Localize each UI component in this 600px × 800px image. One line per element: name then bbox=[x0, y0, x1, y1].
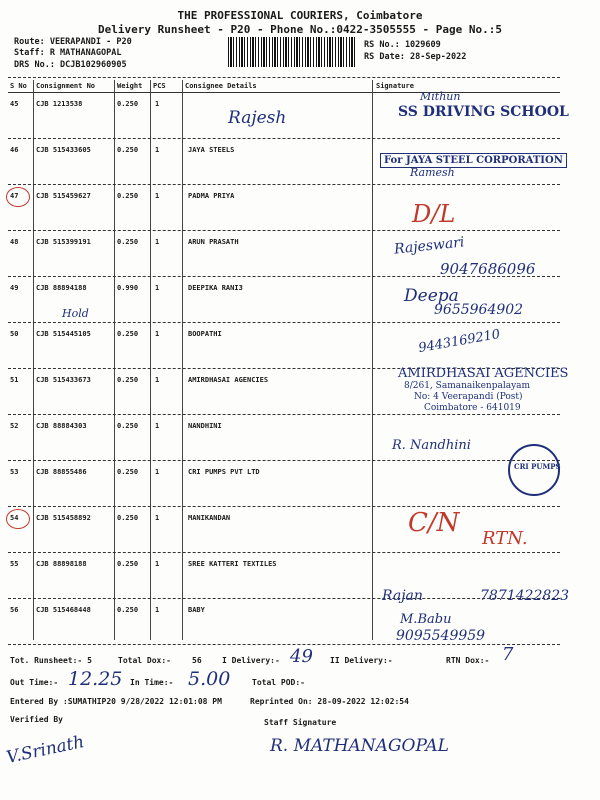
row-pcs: 1 bbox=[155, 284, 160, 292]
row-consignee: NANDHINI bbox=[188, 422, 222, 430]
row-weight: 0.250 bbox=[117, 376, 139, 384]
handwritten-rtn: RTN. bbox=[482, 528, 528, 549]
row-divider bbox=[8, 460, 560, 461]
row-sno: 49 bbox=[10, 284, 19, 292]
col-header-consignment: Consignment No bbox=[36, 82, 96, 90]
tot-runsheet: Tot. Runsheet:- 5 bbox=[10, 656, 92, 665]
reprinted-on: Reprinted On: 28-09-2022 12:02:54 bbox=[250, 697, 409, 706]
stamp-amirdhasai-address: No: 4 Veerapandi (Post) bbox=[414, 392, 523, 402]
row-divider bbox=[8, 184, 560, 185]
table-bottom-rule bbox=[8, 644, 560, 645]
row-weight: 0.250 bbox=[117, 514, 139, 522]
row-divider bbox=[8, 414, 560, 415]
col-divider bbox=[114, 80, 115, 640]
runsheet-subtitle: Delivery Runsheet - P20 - Phone No.:0422-3505555 - Page No.:5 bbox=[98, 23, 502, 36]
row-weight: 0.250 bbox=[117, 422, 139, 430]
verified-by-label: Verified By bbox=[10, 715, 63, 724]
total-dox-label: Total Dox:- bbox=[118, 656, 171, 665]
row-pcs: 1 bbox=[155, 100, 160, 108]
row-consignee: BOOPATHI bbox=[188, 330, 222, 338]
i-delivery-label: I Delivery:- bbox=[222, 656, 280, 665]
stamp-ss-driving-school: SS DRIVING SCHOOL bbox=[398, 104, 569, 120]
staff-label: Staff: R MATHANAGOPAL bbox=[14, 48, 122, 58]
row-consignment: CJB 88884303 bbox=[36, 422, 87, 430]
signature-cn: C/N bbox=[408, 508, 460, 538]
row-weight: 0.990 bbox=[117, 284, 139, 292]
row-pcs: 1 bbox=[155, 422, 160, 430]
row-sno: 54 bbox=[10, 514, 19, 522]
row-pcs: 1 bbox=[155, 146, 160, 154]
handwritten-phone: 9047686096 bbox=[440, 260, 536, 278]
handwritten-note: Hold bbox=[62, 307, 89, 320]
stamp-amirdhasai-address: Coimbatore - 641019 bbox=[424, 403, 521, 413]
row-sno: 52 bbox=[10, 422, 19, 430]
row-sno: 50 bbox=[10, 330, 19, 338]
row-weight: 0.250 bbox=[117, 192, 139, 200]
row-sno: 47 bbox=[10, 192, 19, 200]
red-circle-mark bbox=[6, 187, 30, 207]
col-header-pcs: PCS bbox=[153, 82, 166, 90]
signature: Rajeswari bbox=[393, 234, 466, 258]
rs-number: RS No.: 1029609 bbox=[364, 40, 441, 50]
row-weight: 0.250 bbox=[117, 146, 139, 154]
col-divider bbox=[372, 80, 373, 640]
row-consignee: PADMA PRIYA bbox=[188, 192, 235, 200]
signature: Mithun bbox=[420, 90, 461, 103]
row-consignment: CJB 515445105 bbox=[36, 330, 91, 338]
company-title: THE PROFESSIONAL COURIERS, Coimbatore bbox=[177, 9, 423, 22]
total-dox-value: 56 bbox=[192, 656, 202, 665]
route-label: Route: VEERAPANDI - P20 bbox=[14, 37, 132, 47]
row-consignee: AMIRDHASAI AGENCIES bbox=[188, 376, 269, 384]
row-consignee: MANIKANDAN bbox=[188, 514, 231, 522]
in-time-value: 5.00 bbox=[188, 668, 231, 690]
signature: Deepa bbox=[404, 286, 459, 306]
row-divider bbox=[8, 138, 560, 139]
row-weight: 0.250 bbox=[117, 468, 139, 476]
col-header-consignee: Consignee Details bbox=[185, 82, 257, 90]
round-stamp-text: CRI PUMPS bbox=[514, 462, 561, 471]
rs-date: RS Date: 28-Sep-2022 bbox=[364, 52, 467, 62]
row-consignment: CJB 515399191 bbox=[36, 238, 91, 246]
row-consignee: DEEPIKA RANI3 bbox=[188, 284, 243, 292]
row-sno: 46 bbox=[10, 146, 19, 154]
handwritten-phone: 9095549959 bbox=[396, 628, 486, 644]
col-header-signature: Signature bbox=[376, 82, 414, 90]
red-circle-mark bbox=[6, 509, 30, 529]
row-sno: 55 bbox=[10, 560, 19, 568]
row-pcs: 1 bbox=[155, 468, 160, 476]
row-divider bbox=[8, 506, 560, 507]
table-top-rule bbox=[8, 77, 560, 78]
row-consignment: CJB 515433673 bbox=[36, 376, 91, 384]
signature: Rajan bbox=[382, 588, 423, 604]
row-sno: 48 bbox=[10, 238, 19, 246]
row-pcs: 1 bbox=[155, 330, 160, 338]
table-header-rule bbox=[8, 92, 560, 93]
row-pcs: 1 bbox=[155, 192, 160, 200]
ii-delivery-label: II Delivery:- bbox=[330, 656, 393, 665]
row-consignee: JAYA STEELS bbox=[188, 146, 235, 154]
verified-signature: V.Srinath bbox=[4, 732, 87, 768]
handwritten-phone: 9443169210 bbox=[417, 326, 502, 357]
row-weight: 0.250 bbox=[117, 330, 139, 338]
staff-signature: R. MATHANAGOPAL bbox=[270, 736, 449, 756]
row-pcs: 1 bbox=[155, 560, 160, 568]
row-pcs: 1 bbox=[155, 376, 160, 384]
handwritten-consignee: Rajesh bbox=[228, 108, 287, 128]
col-header-weight: Weight bbox=[117, 82, 143, 90]
signature-dl: D/L bbox=[412, 200, 456, 228]
row-divider bbox=[8, 322, 560, 323]
handwritten-phone: 7871422823 bbox=[480, 588, 570, 604]
row-pcs: 1 bbox=[155, 514, 160, 522]
rtn-dox-value: 7 bbox=[502, 644, 514, 665]
col-divider bbox=[33, 80, 34, 640]
row-sno: 56 bbox=[10, 606, 19, 614]
signature: Ramesh bbox=[410, 166, 455, 179]
row-consignment: CJB 1213538 bbox=[36, 100, 83, 108]
row-pcs: 1 bbox=[155, 238, 160, 246]
in-time-label: In Time:- bbox=[130, 678, 174, 687]
row-consignment: CJB 88894188 bbox=[36, 284, 87, 292]
row-consignee: CRI PUMPS PVT LTD bbox=[188, 468, 260, 476]
row-weight: 0.250 bbox=[117, 238, 139, 246]
row-consignment: CJB 88898188 bbox=[36, 560, 87, 568]
row-weight: 0.250 bbox=[117, 606, 139, 614]
row-consignment: CJB 515433605 bbox=[36, 146, 91, 154]
out-time-value: 12.25 bbox=[68, 668, 123, 690]
row-sno: 45 bbox=[10, 100, 19, 108]
stamp-jaya-steel: For JAYA STEEL CORPORATION bbox=[380, 153, 567, 168]
row-consignee: ARUN PRASATH bbox=[188, 238, 239, 246]
row-pcs: 1 bbox=[155, 606, 160, 614]
col-header-sno: S No bbox=[10, 82, 27, 90]
row-divider bbox=[8, 598, 560, 599]
row-consignment: CJB 515458892 bbox=[36, 514, 91, 522]
entered-by: Entered By :SUMATHIP20 9/28/2022 12:01:08 PM bbox=[10, 697, 222, 706]
row-consignment: CJB 515459627 bbox=[36, 192, 91, 200]
row-consignment: CJB 515468448 bbox=[36, 606, 91, 614]
signature: R. Nandhini bbox=[392, 438, 471, 453]
rtn-dox-label: RTN Dox:- bbox=[446, 656, 490, 665]
drs-number: DRS No.: DCJB102960905 bbox=[14, 60, 127, 70]
signature: M.Babu bbox=[400, 612, 452, 627]
handwritten-phone: 9655964902 bbox=[434, 302, 524, 318]
row-consignment: CJB 88855486 bbox=[36, 468, 87, 476]
out-time-label: Out Time:- bbox=[10, 678, 59, 687]
barcode bbox=[228, 37, 356, 67]
row-weight: 0.250 bbox=[117, 560, 139, 568]
stamp-amirdhasai-name: AMIRDHASAI AGENCIES bbox=[398, 366, 569, 381]
col-divider bbox=[150, 80, 151, 640]
total-pod-label: Total POD:- bbox=[252, 678, 305, 687]
row-divider bbox=[8, 552, 560, 553]
row-consignee: SREE KATTERI TEXTILES bbox=[188, 560, 277, 568]
stamp-amirdhasai-address: 8/261, Samanaikenpalayam bbox=[404, 381, 531, 391]
i-delivery-value: 49 bbox=[290, 646, 313, 667]
row-consignee: BABY bbox=[188, 606, 205, 614]
row-weight: 0.250 bbox=[117, 100, 139, 108]
row-divider bbox=[8, 230, 560, 231]
row-sno: 51 bbox=[10, 376, 19, 384]
row-sno: 53 bbox=[10, 468, 19, 476]
staff-signature-label: Staff Signature bbox=[264, 718, 337, 727]
col-divider bbox=[182, 80, 183, 640]
